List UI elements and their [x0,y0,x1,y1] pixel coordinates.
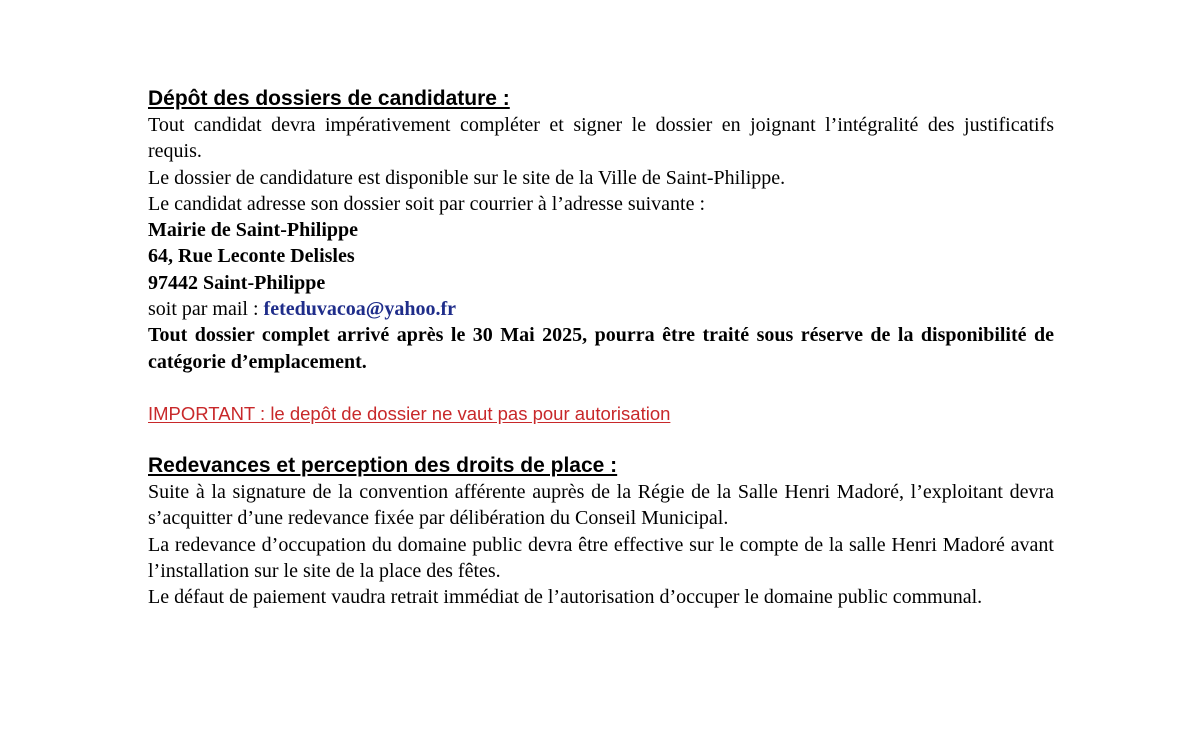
document-page [148,86,1054,610]
spacer [148,427,1054,453]
email-link[interactable]: feteduvacoa@yahoo.fr [263,298,457,321]
paragraph-completer-dossier: Tout candidat devra impérativement compléter et signer le dossier en joignant l’intégralité des justificatifs requis. [148,114,1054,163]
spacer [148,375,1054,401]
paragraph-dossier-disponible: Le dossier de candidature est disponible sur le site de la Ville de Saint-Philippe. [148,166,786,189]
mail-line [148,296,1054,322]
deadline-note: Tout dossier complet arrivé après le 30 Mai 2025, pourra être traité sous réserve de la disponibilité de catégorie d’emplacement. [148,324,1054,373]
address-line-city: 97442 Saint-Philippe [148,271,326,294]
section-heading-redevances: Redevances et perception des droits de place : [148,453,618,477]
address-line-street: 64, Rue Leconte Delisles [148,245,355,268]
paragraph-signature-convention: Suite à la signature de la convention afférente auprès de la Régie de la Salle Henri Madoré, l’exploitant devra s’acquitter d’une redevance fixée par délibération du Conseil Municipal. [148,480,1054,530]
mail-prefix: soit par mail : [148,298,264,321]
paragraph-redevance-occupation: La redevance d’occupation du domaine public devra être effective sur le compte de la salle Henri Madoré avant l’installation sur le site de la place des fêtes. [148,533,1054,582]
important-notice: IMPORTANT : le depôt de dossier ne vaut pas pour autorisation [148,402,671,424]
address-line-mairie: Mairie de Saint-Philippe [148,219,358,242]
paragraph-defaut-paiement: Le défaut de paiement vaudra retrait immédiat de l’autorisation d’occuper le domaine public communal. [148,586,983,609]
section-heading-depot: Dépôt des dossiers de candidature : [148,87,510,110]
paragraph-adresse-intro: Le candidat adresse son dossier soit par courrier à l’adresse suivante : [148,192,706,215]
